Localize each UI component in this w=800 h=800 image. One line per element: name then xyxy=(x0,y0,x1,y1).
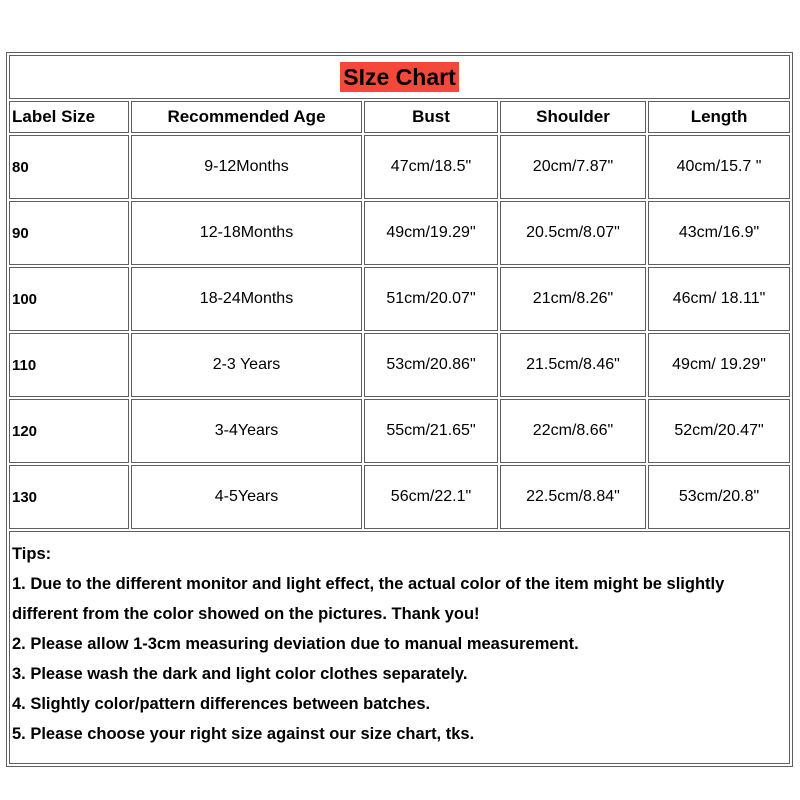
length-cell: 49cm/ 19.29" xyxy=(648,333,790,397)
table-row xyxy=(9,333,790,397)
column-header-recommended-age: Recommended Age xyxy=(131,101,362,133)
row-label-cell: 100 xyxy=(9,267,129,331)
table-row xyxy=(9,267,790,331)
column-header-bust: Bust xyxy=(364,101,498,133)
bust-cell: 55cm/21.65" xyxy=(364,399,498,463)
size-chart-table xyxy=(6,52,793,767)
age-cell: 12-18Months xyxy=(131,201,362,265)
row-label-cell: 110 xyxy=(9,333,129,397)
length-cell: 43cm/16.9" xyxy=(648,201,790,265)
bust-cell: 51cm/20.07" xyxy=(364,267,498,331)
shoulder-cell: 22cm/8.66" xyxy=(500,399,646,463)
row-label-cell: 120 xyxy=(9,399,129,463)
row-label-cell: 90 xyxy=(9,201,129,265)
column-header-label-size: Label Size xyxy=(9,101,129,133)
tip-item: 4. Slightly color/pattern differences between batches. xyxy=(12,695,431,713)
title-row xyxy=(9,55,790,99)
shoulder-cell: 22.5cm/8.84" xyxy=(500,465,646,529)
shoulder-cell: 20cm/7.87" xyxy=(500,135,646,199)
bust-cell: 56cm/22.1" xyxy=(364,465,498,529)
table-row xyxy=(9,399,790,463)
length-cell: 52cm/20.47" xyxy=(648,399,790,463)
tips-heading: Tips: xyxy=(12,545,52,563)
row-label-cell: 80 xyxy=(9,135,129,199)
shoulder-cell: 20.5cm/8.07" xyxy=(500,201,646,265)
tip-item: 3. Please wash the dark and light color clothes separately. xyxy=(12,665,468,683)
bust-cell: 53cm/20.86" xyxy=(364,333,498,397)
bust-cell: 47cm/18.5" xyxy=(364,135,498,199)
age-cell: 4-5Years xyxy=(131,465,362,529)
table-row xyxy=(9,465,790,529)
age-cell: 2-3 Years xyxy=(131,333,362,397)
row-label-cell: 130 xyxy=(9,465,129,529)
tip-item: 2. Please allow 1-3cm measuring deviation due to manual measurement. xyxy=(12,635,579,653)
table-row xyxy=(9,201,790,265)
tips-section xyxy=(9,531,790,764)
column-header-shoulder: Shoulder xyxy=(500,101,646,133)
length-cell: 46cm/ 18.11" xyxy=(648,267,790,331)
table-row xyxy=(9,135,790,199)
tips-row xyxy=(9,531,790,764)
bust-cell: 49cm/19.29" xyxy=(364,201,498,265)
page-title: SIze Chart xyxy=(340,62,458,92)
age-cell: 9-12Months xyxy=(131,135,362,199)
shoulder-cell: 21.5cm/8.46" xyxy=(500,333,646,397)
column-header-length: Length xyxy=(648,101,790,133)
age-cell: 18-24Months xyxy=(131,267,362,331)
age-cell: 3-4Years xyxy=(131,399,362,463)
title-cell xyxy=(9,55,790,99)
header-row xyxy=(9,101,790,133)
tip-item: 5. Please choose your right size against our size chart, tks. xyxy=(12,725,475,743)
shoulder-cell: 21cm/8.26" xyxy=(500,267,646,331)
tip-item: 1. Due to the different monitor and light effect, the actual color of the item might be slightly different from the color showed on the pictures. Thank you! xyxy=(12,575,725,623)
length-cell: 53cm/20.8" xyxy=(648,465,790,529)
length-cell: 40cm/15.7 " xyxy=(648,135,790,199)
